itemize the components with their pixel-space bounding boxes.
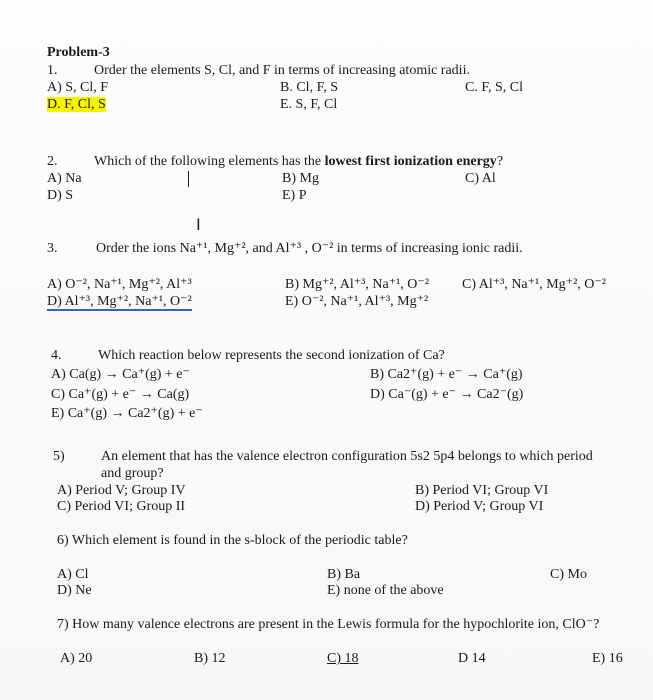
q3-option-b: B) Mg⁺², Al⁺³, Na⁺¹, O⁻² bbox=[285, 277, 429, 292]
q2-number: 2. bbox=[47, 154, 58, 169]
text-cursor bbox=[188, 171, 189, 187]
q7-option-d: D 14 bbox=[458, 651, 486, 666]
q3-option-a: A) O⁻², Na⁺¹, Mg⁺², Al⁺³ bbox=[47, 277, 192, 292]
q7-option-e: E) 16 bbox=[592, 651, 623, 666]
q3-number: 3. bbox=[47, 241, 58, 256]
q5-text-line1: An element that has the valence electron configuration 5s2 5p4 belongs to which period bbox=[101, 449, 593, 464]
q3-option-d-underlined: D) Al⁺³, Mg⁺², Na⁺¹, O⁻² bbox=[47, 294, 192, 309]
q4-option-a: A) Ca(g) → Ca⁺(g) + e⁻ bbox=[51, 367, 190, 382]
q2-option-a: A) Na bbox=[47, 171, 82, 186]
q5-text-line2: and group? bbox=[101, 466, 164, 481]
q1-number: 1. bbox=[47, 63, 58, 78]
q6-option-c: C) Mo bbox=[550, 567, 587, 582]
q4-option-e: E) Ca⁺(g) → Ca2⁺(g) + e⁻ bbox=[51, 406, 203, 421]
q2-option-e: E) P bbox=[282, 188, 307, 203]
q5-option-a: A) Period V; Group IV bbox=[57, 483, 186, 498]
q3-option-c: C) Al⁺³, Na⁺¹, Mg⁺², O⁻² bbox=[462, 277, 606, 292]
q1-option-d-highlighted: D. F, Cl, S bbox=[47, 97, 106, 112]
ibeam-cursor-icon: I bbox=[196, 215, 201, 234]
q2-option-b: B) Mg bbox=[282, 171, 319, 186]
q6-option-b: B) Ba bbox=[327, 567, 361, 582]
problem-title: Problem-3 bbox=[47, 45, 110, 60]
q2-text: Which of the following elements has the lowest first ionization energy? bbox=[94, 154, 504, 169]
q5-number: 5) bbox=[53, 449, 65, 464]
q5-option-c: C) Period VI; Group II bbox=[57, 499, 186, 514]
q7-option-b: B) 12 bbox=[194, 651, 226, 666]
q3-text: Order the ions Na⁺¹, Mg⁺², and Al⁺³ , O⁻² in terms of increasing ionic radii. bbox=[96, 241, 523, 256]
q1-option-a: A) S, Cl, F bbox=[47, 80, 109, 95]
q1-option-c: C. F, S, Cl bbox=[465, 80, 524, 95]
q4-number: 4. bbox=[51, 348, 62, 363]
q4-text: Which reaction below represents the second ionization of Ca? bbox=[98, 348, 445, 363]
q6-text: 6) Which element is found in the s-block of the periodic table? bbox=[57, 533, 408, 548]
q5-option-b: B) Period VI; Group VI bbox=[415, 483, 549, 498]
q6-option-e: E) none of the above bbox=[327, 583, 444, 598]
q7-text: 7) How many valence electrons are present in the Lewis formula for the hypochlorite ion, ClO⁻? bbox=[57, 617, 600, 632]
q3-option-e: E) O⁻², Na⁺¹, Al⁺³, Mg⁺² bbox=[285, 294, 429, 309]
q7-option-a: A) 20 bbox=[60, 651, 93, 666]
q1-text: Order the elements S, Cl, and F in terms of increasing atomic radii. bbox=[94, 63, 470, 78]
q7-option-c-underlined: C) 18 bbox=[327, 651, 359, 666]
q1-option-e: E. S, F, Cl bbox=[280, 97, 338, 112]
q4-option-c: C) Ca⁺(g) + e⁻ → Ca(g) bbox=[51, 387, 190, 402]
q6-option-d: D) Ne bbox=[57, 583, 92, 598]
q2-option-c: C) Al bbox=[465, 171, 496, 186]
q2-option-d: D) S bbox=[47, 188, 74, 203]
q4-option-b: B) Ca2⁺(g) + e⁻ → Ca⁺(g) bbox=[370, 367, 523, 382]
q4-option-d: D) Ca⁻(g) + e⁻ → Ca2⁻(g) bbox=[370, 387, 524, 402]
q6-option-a: A) Cl bbox=[57, 567, 89, 582]
q5-option-d: D) Period V; Group VI bbox=[415, 499, 544, 514]
q1-option-b: B. Cl, F, S bbox=[280, 80, 339, 95]
